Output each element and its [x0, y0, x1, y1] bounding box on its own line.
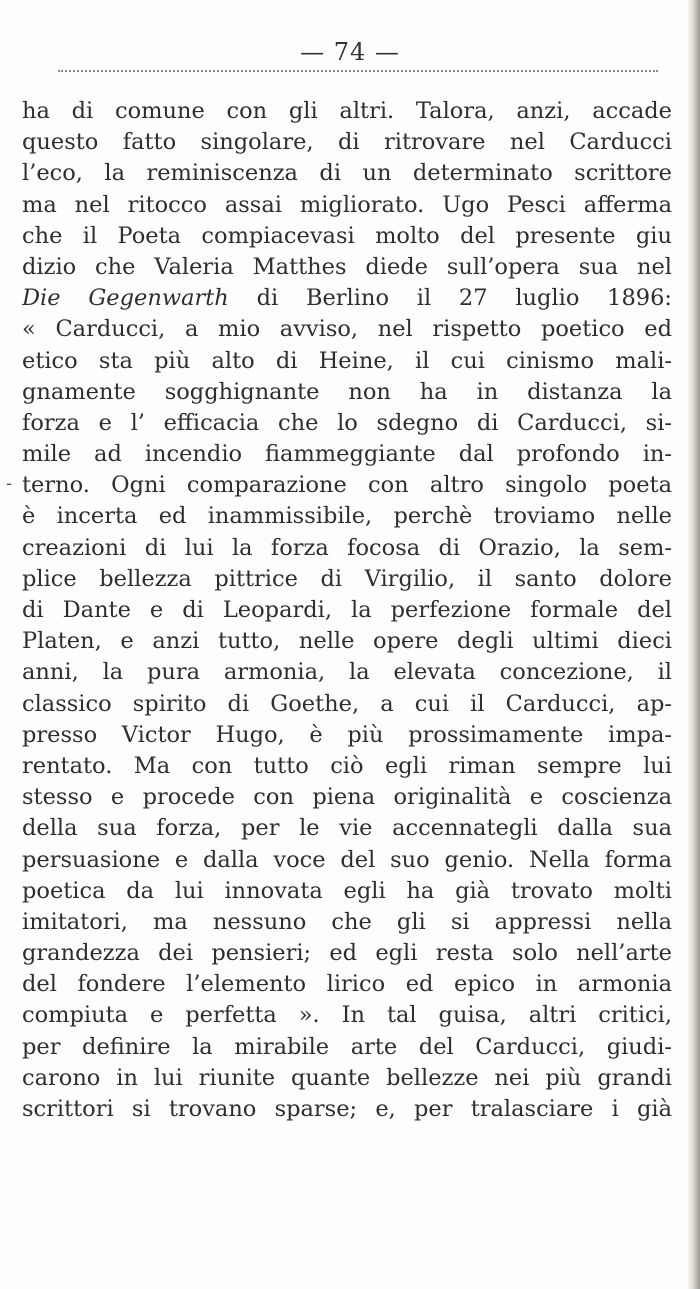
text-line: del fondere l’elemento lirico ed epico in armonia [22, 971, 672, 998]
text-line-italic-title: Die Gegenwarth di Berlino il 27 luglio 1896: [22, 285, 672, 312]
text-line: grandezza dei pensieri; ed egli resta solo nell’arte [22, 940, 672, 967]
text-line: è incerta ed inammissibile, perchè troviamo nelle [22, 503, 672, 530]
page-number: — 74 — [300, 38, 400, 66]
text-line: carono in lui riunite quante bellezze nei più grandi [22, 1064, 672, 1091]
text-line: gnamente sogghignante non ha in distanza la [22, 378, 672, 405]
text-line: per definire la mirabile arte del Carducci, giudi- [22, 1033, 672, 1060]
text-line: questo fatto singolare, di ritrovare nel Carducci [22, 129, 672, 156]
periodical-title: Die Gegenwarth [22, 285, 229, 312]
body-text [22, 96, 672, 1286]
text-line: presso Victor Hugo, è più prossimamente impa- [22, 721, 672, 748]
text-line: classico spirito di Goethe, a cui il Carducci, ap- [22, 690, 672, 717]
page-edge-shadow [688, 0, 700, 1289]
text-line: ha di comune con gli altri. Talora, anzi, accade [22, 98, 672, 124]
text-line: terno. Ogni comparazione con altro singolo poeta [22, 472, 672, 499]
text-line: scrittori si trovano sparse; e, per tralasciare i già [22, 1096, 672, 1122]
text-line: l’eco, la reminiscenza di un determinato scrittore [22, 160, 672, 187]
text-line: rentato. Ma con tutto ciò egli riman sempre lui [22, 752, 672, 779]
text-line: compiuta e perfetta ». In tal guisa, altri critici, [22, 1002, 672, 1029]
text-line: mile ad incendio fiammeggiante dal profondo in- [22, 441, 672, 468]
text-line: dizio che Valeria Matthes diede sull’opera sua nel [22, 253, 672, 280]
text-line: persuasione e dalla voce del suo genio. Nella forma [22, 846, 672, 873]
text-line: della sua forza, per le vie accennategli dalla sua [22, 815, 672, 842]
text-line: che il Poeta compiacevasi molto del presente giu [22, 222, 672, 249]
text-line: poetica da lui innovata egli ha già trovato molti [22, 877, 672, 904]
header-rule [58, 70, 658, 72]
text-line: ma nel ritocco assai migliorato. Ugo Pesci afferma [22, 191, 672, 218]
text-line: di Dante e di Leopardi, la perfezione formale del [22, 597, 672, 623]
margin-mark: - [6, 473, 13, 494]
text-line: stesso e procede con piena originalità e coscienza [22, 784, 672, 811]
text-line: anni, la pura armonia, la elevata concezione, il [22, 659, 672, 686]
text-line: creazioni di lui la forza focosa di Orazio, la sem- [22, 534, 672, 561]
text-line: « Carducci, a mio avviso, nel rispetto poetico ed [22, 316, 672, 343]
text-line: etico sta più alto di Heine, il cui cinismo mali- [22, 347, 672, 374]
text-line: Platen, e anzi tutto, nelle opere degli ultimi dieci [22, 628, 672, 655]
text-line: plice bellezza pittrice di Virgilio, il santo dolore [22, 565, 672, 592]
text-line: imitatori, ma nessuno che gli si appressi nella [22, 908, 672, 935]
text-line: forza e l’ efficacia che lo sdegno di Carducci, si- [22, 409, 672, 436]
